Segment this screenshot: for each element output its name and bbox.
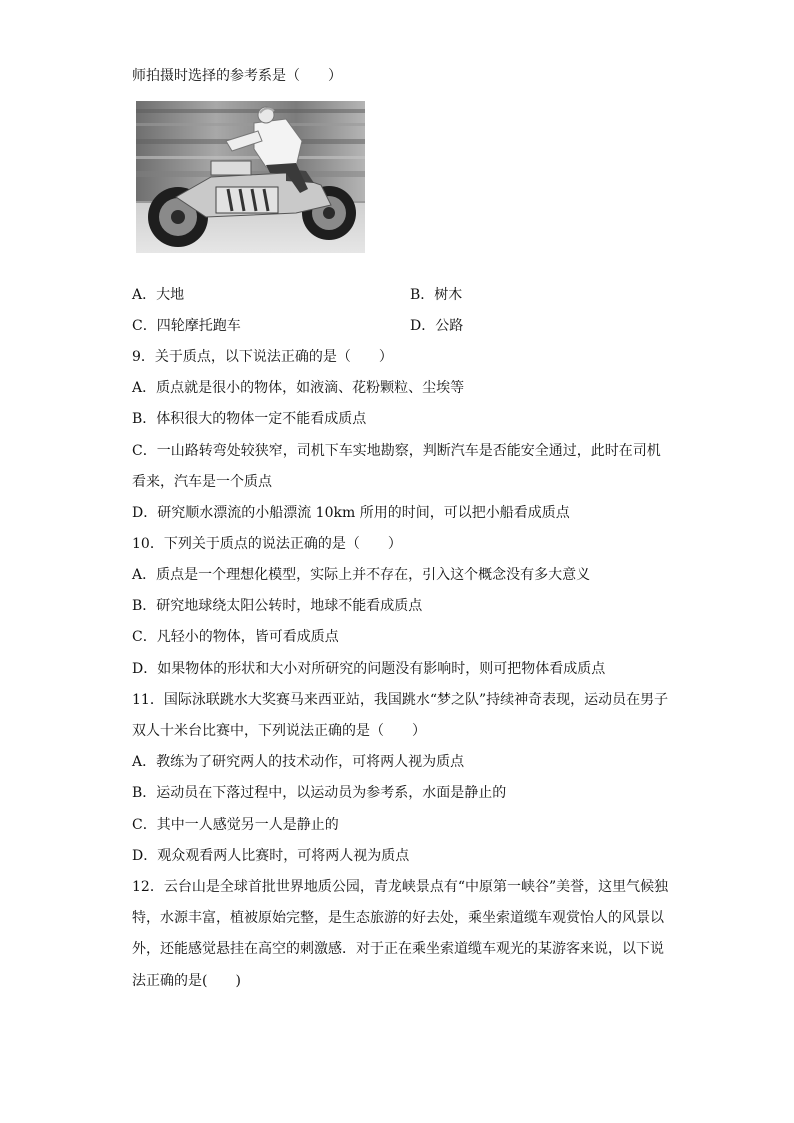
question-8-option-b: B．树木 xyxy=(410,287,463,303)
question-9-option-d: D．研究顺水漂流的小船漂流 10km 所用的时间，可以把小船看成质点 xyxy=(132,505,570,521)
question-8-option-c: C．四轮摩托跑车 xyxy=(132,318,241,334)
question-9-option-c-line1: C．一山路转弯处较狭窄，司机下车实地勘察，判断汽车是否能安全通过，此时在司机 xyxy=(132,443,661,459)
question-8-option-d: D．公路 xyxy=(410,318,464,334)
question-11-option-b: B．运动员在下落过程中，以运动员为参考系，水面是静止的 xyxy=(132,785,507,801)
question-12-stem-line1: 12．云台山是全球首批世界地质公园，青龙峡景点有“中原第一峡谷”美誉，这里气候独 xyxy=(132,879,669,895)
question-10-option-a: A．质点是一个理想化模型，实际上并不存在，引入这个概念没有多大意义 xyxy=(132,567,591,583)
question-12-stem-line3: 外，还能感觉悬挂在高空的刺激感．对于正在乘坐索道缆车观光的某游客来说，以下说 xyxy=(132,941,664,957)
motorcycle-photo xyxy=(136,101,365,253)
question-11-stem-line2: 双人十米台比赛中，下列说法正确的是（ ） xyxy=(132,723,426,739)
question-12-stem-line2: 特，水源丰富，植被原始完整，是生态旅游的好去处，乘坐索道缆车观赏怡人的风景以 xyxy=(132,910,664,926)
question-10-stem: 10．下列关于质点的说法正确的是（ ） xyxy=(132,536,402,552)
question-11-option-d: D．观众观看两人比赛时，可将两人视为质点 xyxy=(132,848,410,864)
question-9-stem: 9．关于质点，以下说法正确的是（ ） xyxy=(132,349,393,365)
question-11-option-c: C．其中一人感觉另一人是静止的 xyxy=(132,817,339,833)
question-8-option-a: A．大地 xyxy=(132,287,185,303)
question-12-stem-line4: 法正确的是( ) xyxy=(132,973,241,989)
question-9-option-c-line2: 看来，汽车是一个质点 xyxy=(132,474,272,490)
question-8-stem-tail: 师拍摄时选择的参考系是（ ） xyxy=(132,68,342,84)
question-10-option-d: D．如果物体的形状和大小对所研究的问题没有影响时，则可把物体看成质点 xyxy=(132,661,606,677)
question-10-option-b: B．研究地球绕太阳公转时，地球不能看成质点 xyxy=(132,598,423,614)
question-9-option-b: B．体积很大的物体一定不能看成质点 xyxy=(132,411,367,427)
question-11-option-a: A．教练为了研究两人的技术动作，可将两人视为质点 xyxy=(132,754,465,770)
motorcycle-illustration xyxy=(136,101,365,253)
question-10-option-c: C．凡轻小的物体，皆可看成质点 xyxy=(132,629,339,645)
question-11-stem-line1: 11．国际泳联跳水大奖赛马来西亚站，我国跳水“梦之队”持续神奇表现，运动员在男子 xyxy=(132,692,669,708)
question-9-option-a: A．质点就是很小的物体，如液滴、花粉颗粒、尘埃等 xyxy=(132,380,465,396)
